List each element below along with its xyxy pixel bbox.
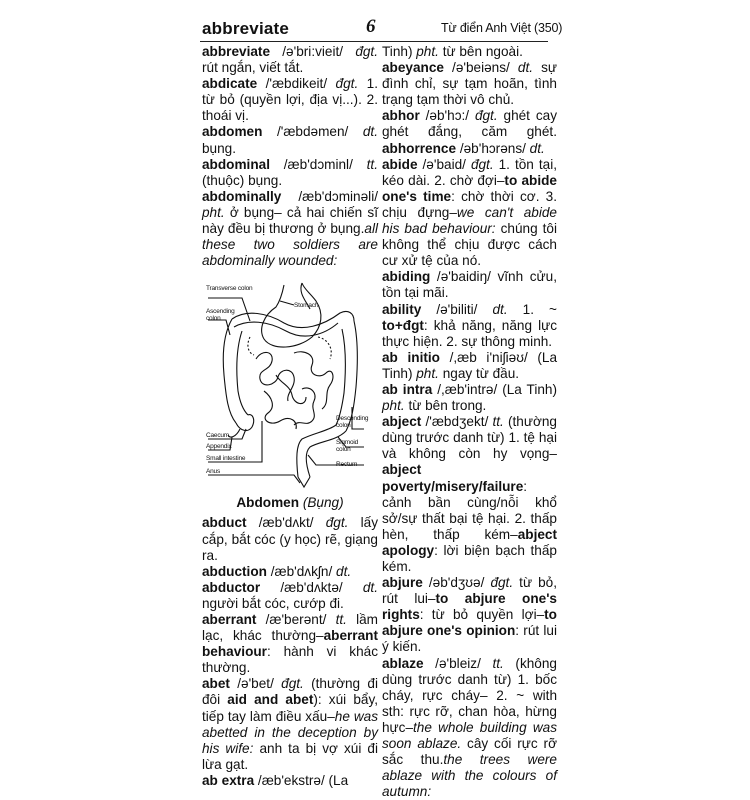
definition: ): xúi bẩy, tiếp tay làm điều xấu– [202, 692, 379, 724]
pronunciation: /'æbdʒekt/ [421, 414, 493, 430]
headword: ab extra [202, 772, 255, 788]
headword: ability [382, 301, 422, 317]
part-of-speech: tt. [492, 655, 504, 671]
running-title: Từ điển Anh Việt (350) [441, 21, 563, 35]
label-sigmoid-colon: Sigmoid colon [336, 439, 359, 454]
sub-headword: to abjure one's rights [382, 591, 557, 623]
definition: từ bên trong. [404, 398, 487, 414]
example-sentence: the trees were ablaze with the colours of autumn: [382, 752, 557, 800]
pronunciation: /'æbdəmen/ [262, 124, 363, 140]
right-column [382, 44, 557, 800]
part-of-speech: đgt. [470, 156, 494, 172]
definition: ở bụng– [224, 204, 282, 220]
dictionary-entry [202, 44, 378, 76]
caption-title: Abdomen [236, 495, 303, 511]
definition: anh ta bị vợ xúi đi lừa gạt. [202, 740, 378, 772]
pronunciation: /æb'dʌktə/ [260, 579, 363, 595]
definition: (thường dùng trước danh từ) 1. tệ hại và không còn hy vọng– [382, 414, 557, 462]
pronunciation: /'æbdikeit/ [257, 76, 336, 92]
sub-headword: abject poverty/misery/failure [382, 462, 524, 494]
label-descending-colon: Descending colon [336, 415, 369, 430]
headword: abeyance [382, 60, 444, 76]
sub-headword: to abjure one's opinion [382, 607, 557, 639]
dictionary-entry [382, 108, 557, 156]
label-appendix: Appendix [206, 443, 232, 451]
label-rectum: Rectum [336, 461, 358, 469]
dictionary-entry [382, 656, 557, 800]
dictionary-entry [382, 44, 557, 60]
headword: abduct [202, 515, 247, 531]
part-of-speech: tt. [492, 414, 504, 430]
dictionary-entry [202, 773, 378, 789]
headword: aberrant [202, 611, 257, 627]
part-of-speech: dt. [529, 140, 545, 156]
pronunciation: /æb'dɔminəli/ [281, 188, 378, 204]
headword: abet [202, 676, 230, 692]
sub-headword: to+đgt [382, 317, 424, 333]
illustration-caption [202, 495, 378, 511]
sub-headword: aberrant behaviour [202, 628, 378, 660]
pronunciation: /,æb'intrə/ (La Tinh) [432, 381, 558, 397]
dictionary-entry [202, 564, 378, 580]
part-of-speech: tt. [335, 611, 347, 627]
part-of-speech: đgt. [325, 515, 349, 531]
definition: : lời biện bạch thấp kém. [382, 542, 557, 574]
definition: cả hai chiến sĩ này đều bị thương ở bụng. [202, 204, 378, 237]
label-ascending-colon: Ascending colon [206, 308, 235, 323]
definition: rút ngắn, viết tắt. [202, 60, 304, 76]
label-anus: Anus [206, 468, 221, 476]
headword: abduction [202, 563, 267, 579]
label-caecum: Caecum [206, 432, 230, 440]
headword: abjure [382, 575, 423, 591]
definition: : rút lui ý kiến. [382, 623, 557, 655]
headword: abdicate [202, 76, 258, 92]
definition: cây cối rực rỡ sắc thu. [382, 736, 557, 768]
example-sentence: all these two soldiers are abdominally wounded: [202, 221, 378, 269]
pronunciation: /æb'dɔminl/ [269, 156, 367, 172]
pronunciation: /,æb i'niʃiəʊ/ (La Tinh) [382, 349, 558, 381]
part-of-speech: dt. [362, 579, 378, 595]
definition: (không dùng trước danh từ) 1. bốc cháy, rực cháy– [382, 655, 557, 703]
part-of-speech: dt. [517, 60, 534, 76]
dictionary-entry [382, 60, 557, 108]
definition: vĩnh cửu, tồn tại mãi. [382, 269, 557, 301]
definition: (thuộc) bụng. [202, 172, 283, 188]
pronunciation: /æb'ekstrə/ (La [254, 772, 349, 788]
definition: : từ bỏ quyền lợi– [419, 607, 545, 623]
headword: abide [382, 156, 418, 172]
headword: ablaze [382, 655, 424, 671]
part-of-speech: dt. [492, 301, 508, 317]
part-of-speech: pht. [382, 398, 405, 414]
sub-headword: abject apology [382, 526, 557, 558]
definition: : khả năng, năng lực thực hiện. 2. sự thông minh. [382, 317, 557, 349]
dictionary-entry [202, 676, 378, 773]
part-of-speech: đgt. [335, 76, 359, 92]
part-of-speech: đgt. [474, 108, 498, 124]
dictionary-entry [202, 580, 378, 612]
guide-word: abbreviate [202, 19, 290, 38]
headword: abiding [382, 269, 431, 285]
definition: 1. tồn tại, kéo dài. 2. chờ đợi– [382, 156, 557, 188]
pronunciation: /ə'baid/ [417, 156, 471, 172]
part-of-speech: pht. [202, 204, 225, 220]
dictionary-entry [202, 157, 378, 189]
caption-translation: (Bụng) [302, 495, 344, 511]
example-sentence: he was abetted in the deception by his wife: [202, 708, 378, 756]
sub-headword: to abide one's time [382, 172, 557, 204]
definition: ngay từ đầu. [438, 365, 520, 381]
headword: abdominal [202, 156, 270, 172]
part-of-speech: pht. [416, 44, 439, 59]
definition: bụng. [202, 140, 237, 156]
headword: abbreviate [202, 44, 271, 59]
dictionary-entry [202, 76, 378, 124]
dictionary-entry [202, 515, 378, 563]
pronunciation: Tinh) [382, 44, 417, 59]
definition: lầm lạc, khác thường– [202, 611, 378, 644]
dictionary-entry [382, 382, 557, 414]
definition: : hành vi khác thường. [202, 644, 378, 676]
headword: abdomen [202, 124, 263, 140]
definition: 2. ~ with sth: rực rỡ, chan hòa, hừng hực– [382, 687, 558, 735]
pronunciation: /ə'baidiŋ/ [430, 269, 498, 285]
example-sentence: we can't abide his bad behaviour: [382, 204, 557, 237]
pronunciation: /ə'bri:vieit/ [270, 44, 356, 59]
dictionary-entry [202, 612, 378, 676]
headword: abhor [382, 108, 420, 124]
dictionary-entry [382, 269, 557, 301]
dictionary-entry [382, 302, 557, 350]
part-of-speech: pht. [416, 365, 439, 381]
pronunciation: /ə'bleiz/ [423, 655, 493, 671]
definition: 1. từ bỏ (quyền lợi, địa vị...). 2. thoái vị. [202, 76, 378, 124]
part-of-speech: đgt. [355, 44, 378, 59]
label-stomach: Stomach [294, 302, 319, 310]
sub-headword: aid and abet [227, 692, 314, 708]
headword: abductor [202, 579, 261, 595]
dictionary-entry [202, 189, 378, 269]
dictionary-entry [382, 414, 557, 575]
label-small-intestine: Small intestine [206, 455, 246, 463]
label-transverse-colon: Transverse colon [206, 285, 253, 293]
headword: ab intra [382, 381, 433, 397]
headword: abdominally [202, 188, 282, 204]
part-of-speech: dt. [362, 124, 378, 140]
definition: (thường đi đôi [202, 676, 378, 708]
part-of-speech: đgt. [281, 676, 304, 692]
header-rule [200, 41, 548, 42]
definition: 1. ~ [507, 301, 557, 317]
dictionary-entry [382, 350, 557, 382]
definition: sự đình chỉ, sự tạm hoãn, tình trạng tạm thời vô chủ. [382, 60, 557, 108]
pronunciation: /əb'dʒʊə/ [422, 575, 491, 591]
definition: ghét cay ghét đắng, căm ghét. [382, 108, 557, 140]
definition: : chờ thời cơ. 3. chịu đựng– [382, 188, 557, 220]
headword: abject [382, 414, 422, 430]
pronunciation: /əb'hɔ:/ [419, 108, 475, 124]
page-number: 6 [366, 16, 376, 37]
pronunciation: /æb'dʌkʃn/ [266, 563, 337, 579]
dictionary-entry [382, 157, 557, 270]
pronunciation: /æ'berənt/ [256, 611, 336, 627]
pronunciation: /ə'beiəns/ [443, 60, 518, 76]
dictionary-entry [202, 124, 378, 156]
definition: lấy cắp, bắt cóc (y học) rẽ, giạng ra. [202, 515, 378, 563]
definition: người bắt cóc, cướp đi. [202, 595, 344, 611]
definition: từ bên ngoài. [438, 44, 523, 59]
definition: : cảnh bần cùng/nỗi khổ sở/sự thất bại tệ hại. 2. thấp hèn, thấp kém– [382, 478, 557, 542]
part-of-speech: đgt. [490, 575, 514, 591]
headword: ab initio [382, 349, 440, 365]
pronunciation: /æb'dʌkt/ [246, 515, 326, 531]
definition: từ bỏ, rút lui– [382, 575, 558, 607]
dictionary-entry [382, 575, 557, 655]
pronunciation: /ə'bet/ [229, 676, 282, 692]
definition: chúng tôi không thể chịu được cách cư xử tệ của nó. [382, 221, 558, 269]
left-column [202, 44, 378, 789]
definition: /əb'hɔrəns/ [456, 140, 530, 156]
part-of-speech: dt. [336, 563, 352, 579]
sub-headword: abhorrence [382, 140, 457, 156]
example-sentence: the whole building was soon ablaze. [382, 719, 557, 752]
pronunciation: /ə'biliti/ [421, 301, 493, 317]
abdomen-illustration [206, 279, 369, 491]
part-of-speech: tt. [366, 156, 378, 172]
